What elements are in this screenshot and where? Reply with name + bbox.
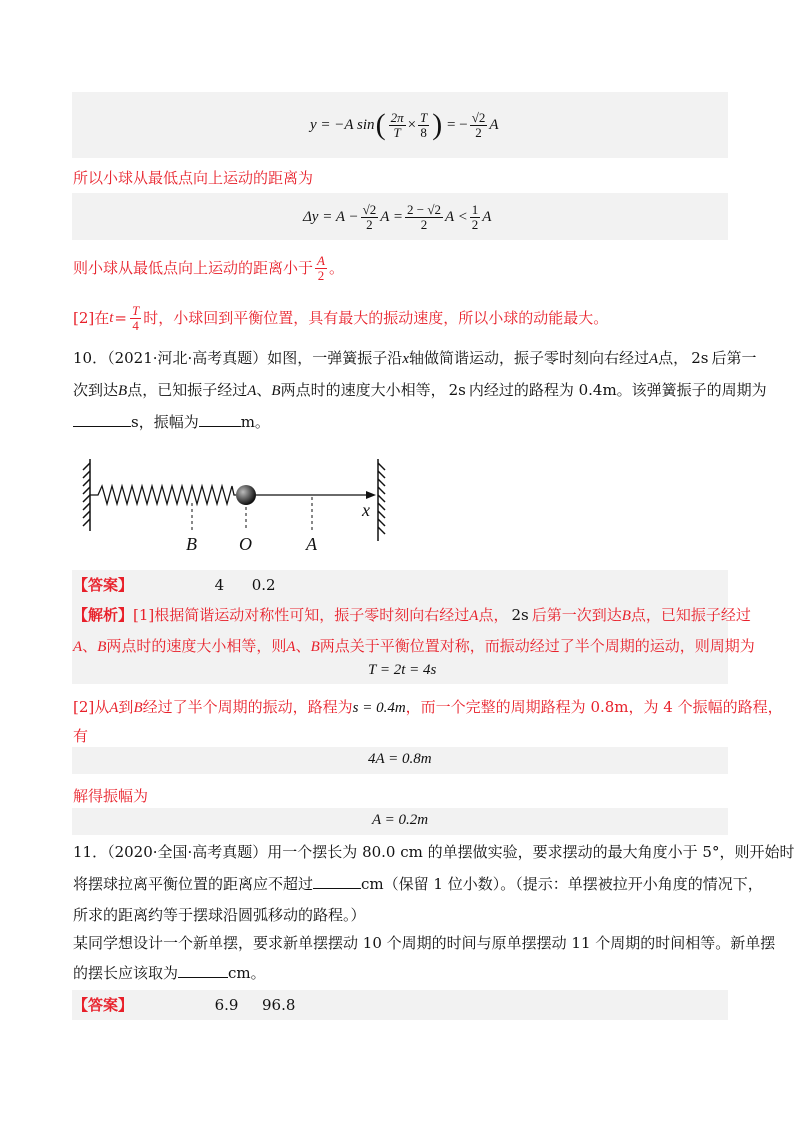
spring [90,486,236,504]
analysis-10-line-5: 解得振幅为 [73,787,149,805]
period-blank[interactable] [73,412,131,427]
text-distance-intro: 所以小球从最低点向上运动的距离为 [73,169,314,187]
distance-blank[interactable] [313,874,361,889]
q10-line-3: s，振幅为 m。 [73,412,270,432]
x-axis-arrowhead [366,491,376,499]
q11-line-5: 的摆长应该取为 cm。 [73,964,266,982]
label-B: B [186,534,197,554]
label-x: x [362,500,370,520]
label-O: O [239,534,252,554]
analysis-10-line-4: 有 [73,727,89,745]
text-less-than-half: 则小球从最低点向上运动的距离小于 $\frac{A}{2}$ 。 [73,252,344,283]
answer-11: 【答案】 6.9 96.8 [73,996,296,1014]
amplitude-blank[interactable] [199,412,241,427]
q10-line-1: 10．（2021·河北·高考真题）如图，一弹簧振子沿x轴做简谐运动，振子零时刻向右经过A点， 2s 后第一 [73,349,757,367]
analysis-10-line-3: [2]从A到B经过了半个周期的振动，路程为s = 0.4m，而一个完整的周期路程为 0.8m，为 4 个振幅的路程， [73,698,783,716]
equation-delta-y: Δy = A − $\frac{√2}{2}$ A = $\frac{2 - √2}{2}$ A < $\frac{1}{2}$ A [303,201,492,232]
label-A: A [306,534,317,554]
right-wall [378,459,385,541]
length-blank[interactable] [178,963,228,978]
equation-y: y = −A sin ( $\frac{2\pi}{T}$ × $\frac{T}{8}$ ) = − $\frac{√2}{2}$ A [310,108,499,141]
oscillator-ball [236,485,256,505]
equation-period: T = 2t = 4s [368,662,437,678]
q11-line-4: 某同学想设计一个新单摆，要求新单摆摆动 10 个周期的时间与原单摆摆动 11 个周期的时间相等。新单摆 [73,934,776,952]
q10-line-2: 次到达B点，已知振子经过A、B两点时的速度大小相等， 2s 内经过的路程为 0.4m。该弹簧振子的周期为 [73,381,767,399]
left-wall [83,459,90,531]
answer-10: 【答案】 4 0.2 [73,576,276,594]
analysis-10-line-1: 【解析】[1]根据简谐运动对称性可知，振子零时刻向右经过A点， 2s 后第一次到达B点，已知振子经过 [73,606,751,624]
q11-line-2: 将摆球拉离平衡位置的距离应不超过 cm（保留 1 位小数）。（提示：单摆被拉开小角度的情况下， [73,875,763,893]
q11-line-1: 11．（2020·全国·高考真题）用一个摆长为 80.0 cm 的单摆做实验，要求摆动的最大角度小于 5°，则开始时 [73,843,795,861]
q11-line-3: 所求的距离约等于摆球沿圆弧移动的路程。） [73,906,366,924]
text-t-quarter: [2]在 t = $\frac{T}{4}$ 时，小球回到平衡位置，具有最大的振动速度，所以小球的动能最大。 [73,302,609,333]
spring-oscillator-figure [70,455,410,555]
equation-4A: 4A = 0.8m [368,751,432,767]
analysis-10-line-2: A、B两点时的速度大小相等，则A、B两点关于平衡位置对称，而振动经过了半个周期的运动，则周期为 [73,637,755,655]
equation-amplitude: A = 0.2m [372,812,429,828]
